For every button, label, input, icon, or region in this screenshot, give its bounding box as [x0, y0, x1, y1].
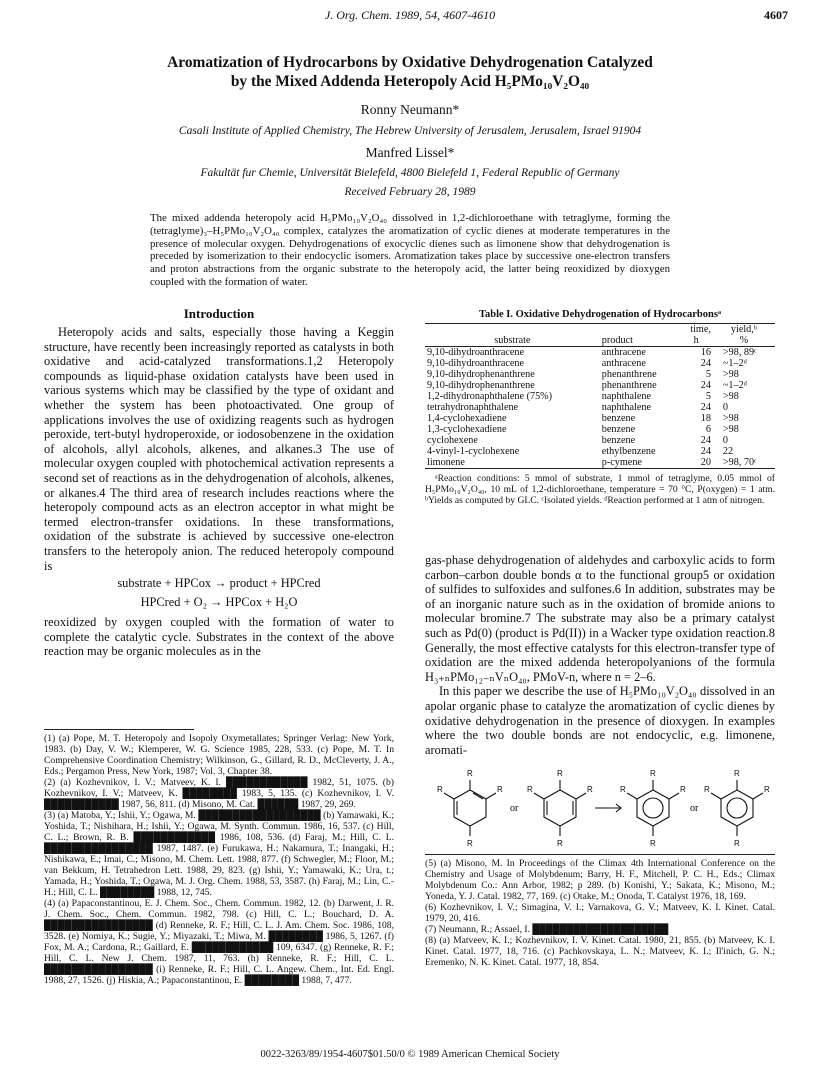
copyright-footer: 0022-3263/89/1954-4607$01.50/0 © 1989 American Chemical Society	[260, 1049, 560, 1060]
cell-time: 16	[700, 347, 711, 358]
footnote-rule-right	[425, 854, 775, 855]
cell-time: 5	[705, 391, 711, 402]
substituent-r-label: R	[650, 769, 656, 778]
col-header-yield-unit: %	[713, 335, 775, 347]
reference-2: (2) (a) Kozhevnikov, I. V.; Matveev, K. I. ████████████ 1982, 51, 1075. (b) Kozhevnikov, I. V.; Matveev, K. ████████ 1983, 5, 135. (c) Kozhevnikov, I. V. ███████████ 1987, 56, 811. (d) Misono, M. Cat. ██████ 1987, 29, 269.	[44, 777, 394, 810]
right-paragraph-1: gas-phase dehydrogenation of aldehydes and carboxylic acids to form carbon–carbon double bonds α to the functional group5 or oxidation of sulfides to sulfoxides and sulfones.6 In addition, substrates may be of an inorganic nature such as in the oxidation of bromide anions to molecular bromine.7 The substrate may also be a primary catalyst such as Pd(0) (product is Pd(II)) in a Wacker type oxidation reaction.8 Generally, the most effective catalysts for this electron-transfer type of oxidation are the mixed addenda heteropolyanions of the formula H₃₊ₙPMo₁₂₋ₙVₙO₄₀, PMoV-n, where n = 2–6.	[425, 553, 775, 684]
cell-substrate: limonene	[425, 457, 600, 469]
affiliation-2: Fakultät fur Chemie, Universität Bielefeld, 4800 Bielefeld 1, Federal Republic of Germany	[200, 167, 620, 179]
table-row	[425, 369, 775, 380]
references-right	[425, 858, 775, 968]
cell-substrate: 9,10-dihydrophenanthrene	[427, 369, 535, 380]
table-row	[425, 446, 775, 457]
reference-5: (5) (a) Misono, M. In Proceedings of the Climax 4th International Conference on the Chemistry and Usage of Molybdenum; Barry, H. F., Mitchell, P. C. H., Eds.; Climax Molybdenum Co.: Ann Arbor, 1982; p 289. (b) Konishi, Y.; Sakata, K.; Misono, M.; Yoneda, Y. J. Catal. 1982, 77, 169. (c) Otake, M.; Onoda, T. Catalyst 1976, 18, 169.	[425, 858, 775, 902]
title-line-1: Aromatization of Hydrocarbons by Oxidative Dehydrogenation Catalyzed	[167, 54, 653, 71]
ring-4-aromatic	[721, 790, 753, 826]
cell-substrate: tetrahydronaphthalene	[427, 402, 519, 413]
table-grid	[425, 323, 775, 469]
substituent-r-label: R	[704, 785, 710, 794]
cell-substrate: cyclohexene	[427, 435, 478, 446]
cell-time: 6	[705, 424, 711, 435]
table-footnote: ᵃReaction conditions: 5 mmol of substrate, 1 mmol of tetraglyme, 0.05 mmol of H₅PMo₁₀V₂O₄₀, 10 mL of 1,2-dichloroethane, temperature = 70 °C, P(oxygen) = 1 atm. ᵇYields as computed by GLC. ᶜIsolated yields. ᵈReaction performed at 1 atm of nitrogen.	[425, 473, 775, 506]
table-row	[425, 358, 775, 369]
intro-paragraph-1: Heteropoly acids and salts, especially those having a Keggin structure, have recently been increasingly reported as catalysts in both oxidative and acid-catalyzed transformations.1,2 Heteropoly compounds as liquid-phase oxidation catalysts have been used in various systems which may be classified by the type of oxidant and whether the system has been photoactivated. One group of applications involves the use of oxidizing reagents such as hydrogen peroxide, tert-butyl hydroperoxide, or iodosobenzene in the oxidation of alcohols, allyl alcohols, alkenes, and alkanes.3 The use of molecular oxygen coupled with photochemical activation represents a second set of reactions as in the dehydrogenation of alcohols, alkenes, or alkanes.4 The third area of research includes reactions where the heteropoly compound acts as an electron acceptor in what might be termed electron-transfer oxidations. In these transformations, oxidation of the substrate is achieved by successive one-electron transfers to the heteropoly anion. The reduced heteropoly compound is	[44, 325, 394, 573]
col-header-time-unit: h	[680, 335, 713, 347]
page-number: 4607	[764, 8, 788, 22]
reference-4: (4) (a) Papaconstantinou, E. J. Chem. Soc., Chem. Commun. 1982, 12. (b) Darwent, J. R. J. Chem. Soc., Chem. Commun. 1982, 798. (c) Hill, C. L.; Bouchard, D. A. ████████████████ (d) Renneke, R. F.; Hill, C. L. J. Am. Chem. Soc. 1986, 108, 3528. (e) Nomiya, K.; Sugie, Y.; Miyazaki, T.; Miwa, M. ████████ 1986, 5, 1267. (f) Fox, M. A.; Cardona, R.; Gaillard, E. ████████████ 109, 6347. (g) Renneke, R. F.; Hill, C. L. New J. Chem. 1987, 11, 763. (h) Renneke, R. F.; Hill, C. L. ████████████████ (i) Renneke, R. F.; Hill, C. L. Angew. Chem., Int. Ed. Engl. 1988, 27, 1526. (j) Hiskia, A.; Papaconstantinou, E. ████████ 1988, 7, 477.	[44, 898, 394, 986]
right-column-text	[425, 553, 775, 757]
ring-3-aromatic	[637, 790, 669, 826]
cell-time: 24	[700, 402, 711, 413]
reaction-scheme	[425, 756, 775, 854]
cell-substrate: 1,4-cyclohexadiene	[427, 413, 507, 424]
author-2: Manfred Lissel*	[365, 145, 455, 160]
cell-product: naphthalene	[601, 391, 651, 402]
cell-yield: ~1–2ᵈ	[722, 380, 747, 391]
cell-substrate: 9,10-dihydrophenanthrene	[427, 380, 535, 391]
introduction-heading: Introduction	[183, 306, 255, 321]
reference-7: (7) Neumann, R.; Assael, I. ████████████████████	[425, 924, 669, 935]
substituent-r-label: R	[497, 785, 503, 794]
equation-1: substrate + HPCox → product + HPCred	[117, 576, 321, 591]
substituent-r-label: R	[650, 839, 656, 848]
cell-time: 20	[680, 457, 713, 469]
substituent-r-label: R	[620, 785, 626, 794]
cell-yield: >98, 89ᶜ	[722, 347, 757, 358]
substituent-r-label: R	[557, 769, 563, 778]
col-header-product: product	[600, 335, 680, 347]
cell-time: 24	[700, 380, 711, 391]
table-1	[425, 309, 775, 506]
cell-product: benzene	[601, 424, 636, 435]
ring-1-diene	[454, 790, 486, 826]
cell-product: p-cymene	[600, 457, 680, 469]
cell-yield: >98	[722, 413, 739, 424]
table-row	[425, 424, 775, 435]
cell-time: 18	[700, 413, 711, 424]
table-row	[425, 391, 775, 402]
cell-yield: >98	[722, 424, 739, 435]
journal-citation: J. Org. Chem. 1989, 54, 4607-4610	[324, 8, 496, 22]
reference-1: (1) (a) Pope, M. T. Heteropoly and Isopoly Oxymetallates; Springer Verlag: New York, 1983. (b) Day, V. W.; Klemperer, W. G. Science 1985, 228, 533. (c) Pope, M. T. In Comprehensive Coordination Chemistry; Wilkinson, G., Gillard, R. D., McCleverty, J. A., Eds.; Pergamon Press, New York, 1987; Vol. 3, Chapter 38.	[44, 733, 394, 777]
cell-yield: 0	[722, 402, 728, 413]
cell-product: benzene	[601, 435, 636, 446]
ring-2-diene	[544, 790, 576, 826]
article-title	[60, 53, 760, 91]
cell-product: ethylbenzene	[601, 446, 656, 457]
left-column	[44, 306, 394, 659]
table-row	[425, 435, 775, 446]
cell-time: 24	[700, 446, 711, 457]
right-paragraph-2: In this paper we describe the use of H₅PMo₁₀V₂O₄₀ dissolved in an apolar organic phase to catalyze the aromatization of cyclic dienes by oxidative dehydrogenation in the presence of dioxygen. In examples where the two double bonds are not endocyclic, e.g. limonene, aromati-	[425, 684, 775, 757]
col-header-substrate: substrate	[425, 335, 600, 347]
cell-yield: >98, 70ᶜ	[713, 457, 775, 469]
references-left	[44, 733, 394, 986]
substituent-r-label: R	[734, 839, 740, 848]
substituent-r-label: R	[764, 785, 770, 794]
scheme-or-1: or	[510, 803, 519, 814]
col-header-time: time,	[680, 324, 713, 336]
cell-time: 24	[700, 435, 711, 446]
table-row	[425, 380, 775, 391]
cell-time: 5	[705, 369, 711, 380]
table-title: Table I. Oxidative Dehydrogenation of Hydrocarbonsᵃ	[478, 309, 722, 320]
affiliation-1: Casali Institute of Applied Chemistry, The Hebrew University of Jerusalem, Jerusalem, Israel 91904	[178, 125, 642, 137]
table-row	[425, 413, 775, 424]
cell-substrate: 1,3-cyclohexadiene	[427, 424, 507, 435]
cell-yield: >98	[722, 391, 739, 402]
cell-time: 24	[700, 358, 711, 369]
table-row	[425, 402, 775, 413]
equation-2: HPCred + O₂ → HPCox + H₂O	[140, 595, 298, 610]
substituent-r-label: R	[734, 769, 740, 778]
reference-6: (6) Kozhevnikov, I. V.; Simagina, V. I.; Varnakova, G. V.; Matveev, K. I. Kinet. Catal. 1979, 20, 416.	[425, 902, 775, 924]
reference-3: (3) (a) Matoba, Y.; Ishii, Y.; Ogawa, M. ██████████████████ (b) Yamawaki, K.; Yoshida, T.; Nishihara, H.; Ishii, Y.; Ogawa, M. Synth. Commun. 1986, 16, 537. (c) Hill, C. L.; Brown, R. B. ████████████ 1986, 108, 536. (d) Faraj, M.; Hill, C. L. ████████████████ 1987, 1487. (e) Furukawa, H.; Nakamura, T.; Inangaki, H.; Nishikawa, E.; Imai, C.; Misono, M. Chem. Lett. 1988, 877. (f) Schwegler, M.; Floor, M.; van Bekkum, H. Tetrahedron Lett. 1988, 29, 823. (g) Ishii, Y.; Yamawaki, K.; Ura, t.; Yamada, H.; Yoshida, T.; Ogawa, M. J. Org. Chem. 1988, 53, 3587. (h) Faraj, M.; Lin, C.-H.; Hill, C. L. ████████ 1988, 12, 745.	[44, 810, 394, 898]
cell-product: naphthalene	[601, 402, 651, 413]
cell-yield: >98	[722, 369, 739, 380]
table-row	[425, 457, 775, 469]
received-date: Received February 28, 1989	[344, 186, 476, 198]
cell-product: benzene	[601, 413, 636, 424]
author-1: Ronny Neumann*	[360, 102, 460, 117]
cell-substrate: 1,2-dihydronaphthalene (75%)	[427, 391, 553, 402]
cell-substrate: 9,10-dihydroanthracene	[427, 358, 525, 369]
cell-product: anthracene	[601, 358, 646, 369]
scheme-or-2: or	[690, 803, 699, 814]
substituent-r-label: R	[467, 839, 473, 848]
abstract: The mixed addenda heteropoly acid H₅PMo₁₀V₂O₄₀ dissolved in 1,2-dichloroethane with tetraglyme, forming the (tetraglyme)₃–H₅PMo₁₀V₂O₄₀ complex, catalyzes the aromatization of cyclic dienes at moderate temperatures in the presence of molecular oxygen. Dehydrogenations of exocyclic dienes such as limonene show that dehydrogenation is preceded by isomerization to their endocyclic isomers. Aromatization takes place by successive one-electron transfers and proton abstractions from the organic substrate to the heteropoly acid, the latter being reoxidized by dioxygen coupled with the formation of water.	[150, 212, 670, 288]
substituent-r-label: R	[467, 769, 473, 778]
title-line-2: by the Mixed Addenda Heteropoly Acid H₅PMo₁₀V₂O₄₀	[230, 73, 590, 90]
cell-yield: 0	[722, 435, 728, 446]
col-header-yield: yield,ᵇ	[713, 324, 775, 336]
substituent-r-label: R	[587, 785, 593, 794]
table-row	[425, 347, 775, 359]
reference-8: (8) (a) Matveev, K. I.; Kozhevnikov, I. V. Kinet. Catal. 1980, 21, 855. (b) Matveev, K. I. Kinet. Catal. 1977, 18, 716. (c) Pachkovskaya, L. N.; Matveev, K. I.; Il'inich, G. N.; Eremenko, N. K. Kinet. Catal. 1977, 18, 854.	[425, 935, 775, 968]
cell-product: phenanthrene	[601, 380, 657, 391]
cell-product: anthracene	[601, 347, 646, 358]
substituent-r-label: R	[557, 839, 563, 848]
cell-product: phenanthrene	[601, 369, 657, 380]
cell-yield: ~1–2ᵈ	[722, 358, 747, 369]
substituent-r-label: R	[680, 785, 686, 794]
intro-paragraph-2: reoxidized by oxygen coupled with the formation of water to complete the catalytic cycle. Substrates in the context of the above reaction may be organic molecules as in the	[44, 615, 394, 659]
footnote-rule-left	[44, 729, 194, 730]
cell-yield: 22	[722, 446, 734, 457]
substituent-r-label: R	[437, 785, 443, 794]
cell-substrate: 9,10-dihydroanthracene	[427, 347, 525, 358]
cell-substrate: 4-vinyl-1-cyclohexene	[427, 446, 520, 457]
substituent-r-label: R	[527, 785, 533, 794]
